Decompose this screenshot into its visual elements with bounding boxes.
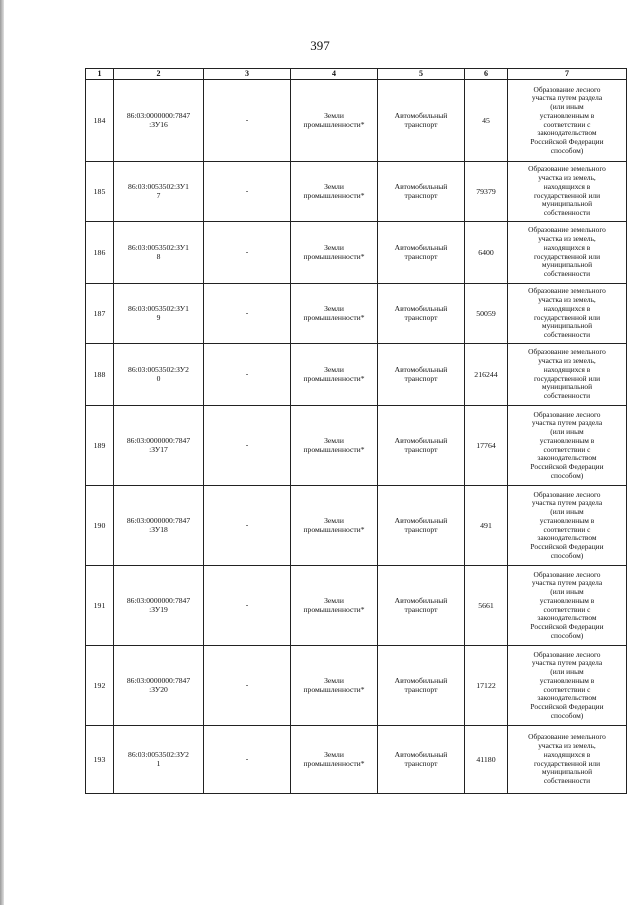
column-3-value: - — [204, 222, 291, 284]
area-value: 79379 — [465, 162, 508, 222]
formation-method-cell — [508, 566, 627, 646]
permitted-use-cell — [378, 162, 465, 222]
formation-method-line: находящихся в — [543, 749, 591, 759]
formation-method-line: способом) — [550, 145, 584, 155]
cadastral-number-cell — [114, 80, 204, 162]
formation-method-line: установленным в — [539, 675, 595, 685]
land-category-line: промышленности* — [303, 312, 365, 322]
land-category-cell — [291, 222, 378, 284]
row-number: 193 — [86, 726, 114, 794]
formation-method-line: Образование земельного — [528, 286, 606, 296]
area-value: 491 — [465, 486, 508, 566]
land-category-cell — [291, 344, 378, 406]
cadastral-number-line: :ЗУ19 — [149, 604, 168, 614]
land-category-line: Земли — [324, 749, 344, 759]
formation-method-cell — [508, 162, 627, 222]
permitted-use-line: Автомобильный — [394, 181, 448, 191]
cadastral-number-cell — [114, 406, 204, 486]
land-category-cell — [291, 80, 378, 162]
area-value: 5661 — [465, 566, 508, 646]
formation-method-line: (или иным — [550, 507, 584, 517]
formation-method-cell — [508, 486, 627, 566]
formation-method-line: установленным в — [539, 435, 595, 445]
formation-method-line: Образование земельного — [528, 164, 606, 174]
permitted-use-cell — [378, 486, 465, 566]
formation-method-line: собственности — [543, 329, 591, 339]
formation-method-line: Образование земельного — [528, 347, 606, 357]
land-category-line: Земли — [324, 364, 344, 374]
formation-method-line: (или иным — [550, 667, 584, 677]
permitted-use-line: Автомобильный — [394, 515, 448, 525]
formation-method-line: установленным в — [539, 515, 595, 525]
permitted-use-cell — [378, 80, 465, 162]
land-category-line: промышленности* — [303, 190, 365, 200]
formation-method-line: способом) — [550, 550, 584, 560]
land-category-cell — [291, 566, 378, 646]
permitted-use-cell — [378, 284, 465, 344]
formation-method-line: Российской Федерации — [530, 621, 604, 631]
permitted-use-cell — [378, 726, 465, 794]
row-number: 190 — [86, 486, 114, 566]
land-category-line: Земли — [324, 242, 344, 252]
column-3-value: - — [204, 284, 291, 344]
formation-method-line: собственности — [543, 775, 591, 785]
permitted-use-line: Автомобильный — [394, 110, 448, 120]
column-header: 6 — [465, 69, 508, 80]
land-category-line: Земли — [324, 303, 344, 313]
permitted-use-line: Автомобильный — [394, 364, 448, 374]
cadastral-number-cell — [114, 486, 204, 566]
permitted-use-line: транспорт — [404, 251, 438, 261]
column-header: 5 — [378, 69, 465, 80]
cadastral-number-line: :ЗУ17 — [149, 444, 168, 454]
formation-method-line: Российской Федерации — [530, 541, 604, 551]
table-row — [86, 726, 627, 794]
permitted-use-line: транспорт — [404, 684, 438, 694]
formation-method-line: участка путем раздела — [531, 578, 603, 588]
column-3-value: - — [204, 80, 291, 162]
table-row — [86, 222, 627, 284]
land-category-line: Земли — [324, 181, 344, 191]
formation-method-line: государственной или — [533, 758, 601, 768]
formation-method-line: Российской Федерации — [530, 136, 604, 146]
formation-method-line: установленным в — [539, 595, 595, 605]
area-value: 45 — [465, 80, 508, 162]
formation-method-line: государственной или — [533, 190, 601, 200]
formation-method-line: находящихся в — [543, 303, 591, 313]
permitted-use-cell — [378, 344, 465, 406]
cadastral-number-line: 7 — [156, 190, 161, 200]
formation-method-line: Образование земельного — [528, 732, 606, 742]
permitted-use-line: Автомобильный — [394, 595, 448, 605]
cadastral-number-cell — [114, 344, 204, 406]
table-row — [86, 406, 627, 486]
land-category-line: промышленности* — [303, 758, 365, 768]
land-category-line: Земли — [324, 595, 344, 605]
row-number: 186 — [86, 222, 114, 284]
formation-method-line: находящихся в — [543, 242, 591, 252]
row-number: 191 — [86, 566, 114, 646]
permitted-use-cell — [378, 566, 465, 646]
land-category-line: промышленности* — [303, 444, 365, 454]
table-body — [86, 80, 627, 794]
land-category-line: промышленности* — [303, 373, 365, 383]
cadastral-number-cell — [114, 284, 204, 344]
permitted-use-line: Автомобильный — [394, 675, 448, 685]
formation-method-line: государственной или — [533, 251, 601, 261]
column-3-value: - — [204, 566, 291, 646]
column-3-value: - — [204, 344, 291, 406]
land-category-line: Земли — [324, 675, 344, 685]
land-category-cell — [291, 162, 378, 222]
formation-method-line: Образование лесного — [533, 569, 601, 579]
column-header: 1 — [86, 69, 114, 80]
permitted-use-line: транспорт — [404, 444, 438, 454]
formation-method-line: законодательством — [537, 453, 597, 463]
formation-method-line: собственности — [543, 207, 591, 217]
cadastral-number-cell — [114, 222, 204, 284]
row-number: 189 — [86, 406, 114, 486]
permitted-use-line: транспорт — [404, 604, 438, 614]
formation-method-line: Образование земельного — [528, 225, 606, 235]
column-3-value: - — [204, 162, 291, 222]
formation-method-line: соответствии с — [543, 444, 591, 454]
permitted-use-line: Автомобильный — [394, 303, 448, 313]
permitted-use-line: транспорт — [404, 119, 438, 129]
area-value: 17122 — [465, 646, 508, 726]
land-category-line: Земли — [324, 515, 344, 525]
table-row — [86, 284, 627, 344]
scan-left-edge — [0, 0, 4, 905]
formation-method-line: Образование лесного — [533, 489, 601, 499]
column-header: 2 — [114, 69, 204, 80]
formation-method-line: законодательством — [537, 533, 597, 543]
formation-method-line: законодательством — [537, 128, 597, 138]
formation-method-line: участка из земель, — [538, 295, 596, 305]
formation-method-cell — [508, 344, 627, 406]
land-category-line: Земли — [324, 435, 344, 445]
formation-method-line: (или иным — [550, 427, 584, 437]
formation-method-line: законодательством — [537, 613, 597, 623]
area-value: 6400 — [465, 222, 508, 284]
formation-method-line: муниципальной — [541, 321, 593, 331]
cadastral-number-line: 86:03:0000000:7847 — [126, 435, 191, 445]
formation-method-line: участка из земель, — [538, 741, 596, 751]
formation-method-line: участка путем раздела — [531, 658, 603, 668]
cadastral-number-line: 86:03:0000000:7847 — [126, 675, 191, 685]
formation-method-line: законодательством — [537, 693, 597, 703]
row-number: 184 — [86, 80, 114, 162]
formation-method-line: государственной или — [533, 312, 601, 322]
cadastral-number-cell — [114, 566, 204, 646]
row-number: 188 — [86, 344, 114, 406]
table-row — [86, 80, 627, 162]
table-row — [86, 486, 627, 566]
cadastral-number-line: 86:03:0053502:ЗУ1 — [128, 242, 189, 252]
land-category-line: промышленности* — [303, 684, 365, 694]
formation-method-line: способом) — [550, 630, 584, 640]
permitted-use-line: Автомобильный — [394, 435, 448, 445]
page-number: 397 — [310, 38, 330, 53]
formation-method-line: участка путем раздела — [531, 418, 603, 428]
column-3-value: - — [204, 726, 291, 794]
formation-method-line: соответствии с — [543, 684, 591, 694]
cadastral-number-line: 8 — [156, 251, 161, 261]
formation-method-line: Российской Федерации — [530, 461, 604, 471]
row-number: 187 — [86, 284, 114, 344]
permitted-use-cell — [378, 222, 465, 284]
cadastral-number-line: 86:03:0053502:ЗУ2 — [128, 749, 189, 759]
formation-method-line: соответствии с — [543, 119, 591, 129]
permitted-use-line: Автомобильный — [394, 749, 448, 759]
permitted-use-line: транспорт — [404, 373, 438, 383]
row-number: 192 — [86, 646, 114, 726]
formation-method-cell — [508, 646, 627, 726]
formation-method-cell — [508, 284, 627, 344]
formation-method-cell — [508, 726, 627, 794]
area-value: 41180 — [465, 726, 508, 794]
land-plot-table — [85, 68, 627, 794]
column-header: 4 — [291, 69, 378, 80]
land-category-cell — [291, 726, 378, 794]
permitted-use-line: транспорт — [404, 312, 438, 322]
permitted-use-cell — [378, 646, 465, 726]
land-category-line: промышленности* — [303, 524, 365, 534]
formation-method-cell — [508, 80, 627, 162]
formation-method-line: (или иным — [550, 587, 584, 597]
column-header: 3 — [204, 69, 291, 80]
area-value: 17764 — [465, 406, 508, 486]
land-category-cell — [291, 646, 378, 726]
cadastral-number-cell — [114, 726, 204, 794]
formation-method-line: установленным в — [539, 110, 595, 120]
land-category-cell — [291, 284, 378, 344]
land-category-line: промышленности* — [303, 119, 365, 129]
cadastral-number-line: 86:03:0000000:7847 — [126, 595, 191, 605]
column-3-value: - — [204, 646, 291, 726]
formation-method-line: соответствии с — [543, 604, 591, 614]
formation-method-line: способом) — [550, 470, 584, 480]
formation-method-line: участка из земель, — [538, 356, 596, 366]
cadastral-number-line: 9 — [156, 312, 161, 322]
formation-method-line: участка из земель, — [538, 173, 596, 183]
formation-method-line: участка из земель, — [538, 234, 596, 244]
column-header: 7 — [508, 69, 627, 80]
table-header-row — [86, 69, 627, 80]
permitted-use-cell — [378, 406, 465, 486]
cadastral-number-cell — [114, 162, 204, 222]
formation-method-line: муниципальной — [541, 382, 593, 392]
formation-method-line: Российской Федерации — [530, 701, 604, 711]
cadastral-number-line: :ЗУ18 — [149, 524, 168, 534]
formation-method-line: находящихся в — [543, 181, 591, 191]
cadastral-number-line: 86:03:0053502:ЗУ1 — [128, 181, 189, 191]
area-value: 216244 — [465, 344, 508, 406]
formation-method-line: находящихся в — [543, 364, 591, 374]
cadastral-number-line: 86:03:0053502:ЗУ1 — [128, 303, 189, 313]
formation-method-line: участка путем раздела — [531, 498, 603, 508]
permitted-use-line: транспорт — [404, 758, 438, 768]
land-category-line: промышленности* — [303, 251, 365, 261]
cadastral-number-line: 86:03:0000000:7847 — [126, 515, 191, 525]
formation-method-line: (или иным — [550, 102, 584, 112]
cadastral-number-line: :ЗУ20 — [149, 684, 168, 694]
cadastral-number-line: :ЗУ16 — [149, 119, 168, 129]
cadastral-number-cell — [114, 646, 204, 726]
permitted-use-line: транспорт — [404, 190, 438, 200]
permitted-use-line: Автомобильный — [394, 242, 448, 252]
formation-method-cell — [508, 222, 627, 284]
formation-method-line: собственности — [543, 268, 591, 278]
area-value: 50059 — [465, 284, 508, 344]
column-3-value: - — [204, 486, 291, 566]
row-number: 185 — [86, 162, 114, 222]
column-3-value: - — [204, 406, 291, 486]
formation-method-line: муниципальной — [541, 767, 593, 777]
formation-method-line: Образование лесного — [533, 84, 601, 94]
land-category-cell — [291, 486, 378, 566]
formation-method-line: соответствии с — [543, 524, 591, 534]
formation-method-line: способом) — [550, 710, 584, 720]
land-category-line: промышленности* — [303, 604, 365, 614]
land-category-cell — [291, 406, 378, 486]
formation-method-line: Образование лесного — [533, 649, 601, 659]
cadastral-number-line: 0 — [156, 373, 161, 383]
table-row — [86, 646, 627, 726]
formation-method-line: муниципальной — [541, 260, 593, 270]
formation-method-line: муниципальной — [541, 199, 593, 209]
table-row — [86, 344, 627, 406]
table-row — [86, 566, 627, 646]
cadastral-number-line: 1 — [156, 758, 161, 768]
cadastral-number-line: 86:03:0053502:ЗУ2 — [128, 364, 189, 374]
cadastral-number-line: 86:03:0000000:7847 — [126, 110, 191, 120]
formation-method-line: государственной или — [533, 373, 601, 383]
formation-method-line: собственности — [543, 390, 591, 400]
land-category-line: Земли — [324, 110, 344, 120]
formation-method-cell — [508, 406, 627, 486]
formation-method-line: Образование лесного — [533, 409, 601, 419]
formation-method-line: участка путем раздела — [531, 93, 603, 103]
permitted-use-line: транспорт — [404, 524, 438, 534]
table-row — [86, 162, 627, 222]
